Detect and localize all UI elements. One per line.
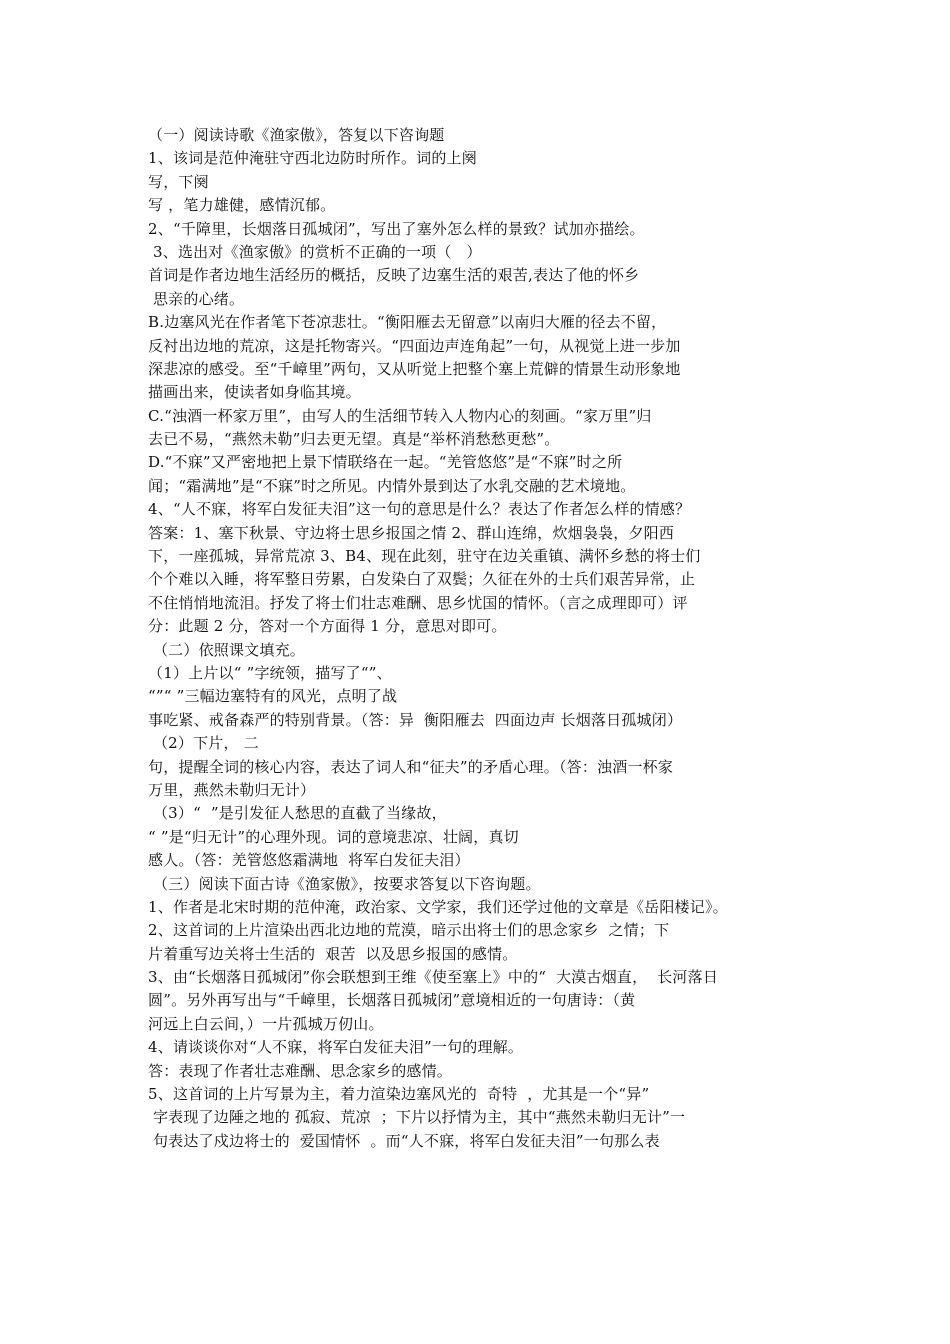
text-line: 深悲凉的感受。至“千嶂里”两句，又从听觉上把整个塞上荒僻的情景生动形象地 xyxy=(148,359,681,378)
text-line: 闻；“霜满地”是“不寐”时之所见。内情外景到达了水乳交融的艺术境地。 xyxy=(148,476,636,495)
text-line: 1、作者是北宋时期的范仲淹，政治家、文学家，我们还学过他的文章是《岳阳楼记》。 xyxy=(148,897,728,916)
text-line: 句，提醒全词的核心内容，表达了词人和“征夫”的矛盾心理。（答：浊酒一杯家 xyxy=(148,757,674,776)
text-line: 万里，燕然未勒归无计） xyxy=(148,780,316,799)
text-line: B.边塞风光在作者笔下苍凉悲壮。“衡阳雁去无留意”以南归大雁的径去不留， xyxy=(148,313,667,332)
text-line: 写 ，笔力雄健，感情沉郁。 xyxy=(148,196,336,215)
text-line: 5、这首词的上片写景为主，着力渲染边塞风光的 奇特 ，尤其是一个“异” xyxy=(148,1085,650,1104)
text-line: 2、“千障里，长烟落日孤城闭”，写出了塞外怎么样的景致？试加亦描绘。 xyxy=(148,219,645,238)
text-line: D.“不寐”又严密地把上景下情联络在一起。“羌管悠悠”是“不寐”时之所 xyxy=(148,453,623,472)
answer-line: 下，一座孤城，异常荒凉 3、B4、现在此刻，驻守在边关重镇、满怀乡愁的将士们 xyxy=(148,547,701,566)
text-line: 字表现了边陲之地的 孤寂、荒凉 ；下片以抒情为主，其中“燕然未勒归无计”一 xyxy=(148,1108,686,1127)
text-line: 3、由“长烟落日孤城闭”你会联想到王维《使至塞上》中的“ 大漠古烟直， 长河落日 xyxy=(148,968,719,987)
text-line: 事吃紧、戒备森严的特别背景。（答：异 衡阳雁去 四面边声 长烟落日孤城闭） xyxy=(148,710,683,729)
text-line: 3、选出对《渔家傲》的赏析不正确的一项（ ） xyxy=(148,242,482,261)
document-body xyxy=(148,124,808,1153)
heading-section-one: （一）阅读诗歌《渔家傲》，答复以下咨询题 xyxy=(148,126,445,144)
text-line: 4、请谈谈你对“人不寐，将军白发征夫泪”一句的理解。 xyxy=(148,1038,524,1057)
text-line: 描画出来，使读者如身临其境。 xyxy=(148,383,361,402)
text-line: 句表达了戍边将士的 爱国情怀 。而“人不寐，将军白发征夫泪”一句那么表 xyxy=(148,1131,660,1150)
heading-section-two: （二）依照课文填充。 xyxy=(148,640,305,659)
text-line: 片着重写边关将士生活的 艰苦 以及思乡报国的感情。 xyxy=(148,944,518,963)
text-line: 去已不易，“燕然未勒”归去更无望。真是“举杯消愁愁更愁”。 xyxy=(148,430,560,449)
text-line: （3）“ ”是引发征人愁思的直截了当缘故， xyxy=(148,804,447,823)
answer-line: 个个难以入睡，将军整日劳累，白发染白了双鬓；久征在外的士兵们艰苦异常，止 xyxy=(148,570,696,589)
answer-line: 分：此题 2 分，答对一个方面得 1 分，意思对即可。 xyxy=(148,617,507,636)
text-line: 反衬出边地的荒凉，这是托物寄兴。“四面边声连角起”一句，从视觉上进一步加 xyxy=(148,336,681,355)
answer-line: 答案：1、塞下秋景、守边将士思乡报国之情 2、群山连绵，炊烟袅袅，夕阳西 xyxy=(148,523,675,542)
heading-section-three: （三）阅读下面古诗《渔家傲》，按要求答复以下咨询题。 xyxy=(148,874,541,893)
text-line: 2、这首词的上片渲染出西北边地的荒漠，暗示出将士们的思念家乡 之情；下 xyxy=(148,921,670,940)
text-line: 答：表现了作者壮志难酬、思念家乡的感情。 xyxy=(148,1061,453,1080)
text-line: 写，下阕 xyxy=(148,172,209,191)
text-line: （2）下片， 二 xyxy=(148,734,259,753)
text-line: 4、“人不寐，将军白发征夫泪”这一句的意思是什么？表达了作者怎么样的情感？ xyxy=(148,500,691,519)
text-line: （1）上片以“ ”字统领，描写了“”、 xyxy=(148,663,392,682)
text-line: 河远上白云间，）一片孤城万仞山。 xyxy=(148,1014,384,1033)
text-line: 1、该词是范仲淹驻守西北边防时所作。词的上阕 xyxy=(148,149,477,168)
text-line: 思亲的心绪。 xyxy=(148,289,245,308)
text-line: 首词是作者边地生活经历的概括，反映了边塞生活的艰苦,表达了他的怀乡 xyxy=(148,266,640,285)
text-line: 感人。（答：羌管悠悠霜满地 将军白发征夫泪） xyxy=(148,851,470,870)
answer-line: 不住悄悄地流泪。抒发了将士们壮志难酬、思乡忧国的情怀。（言之成理即可）评 xyxy=(148,593,688,612)
text-line: “”“ ”三幅边塞特有的风光，点明了战 xyxy=(148,687,398,706)
text-line: C.“浊酒一杯家万里”，由写人的生活细节转入人物内心的刻画。“家万里”归 xyxy=(148,406,652,425)
text-line: “ ”是“归无计”的心理外现。词的意境悲凉、壮阔，真切 xyxy=(148,827,519,846)
text-line: 圆”。另外再写出与“千嶂里，长烟落日孤城闭”意境相近的一句唐诗：（黄 xyxy=(148,991,636,1010)
